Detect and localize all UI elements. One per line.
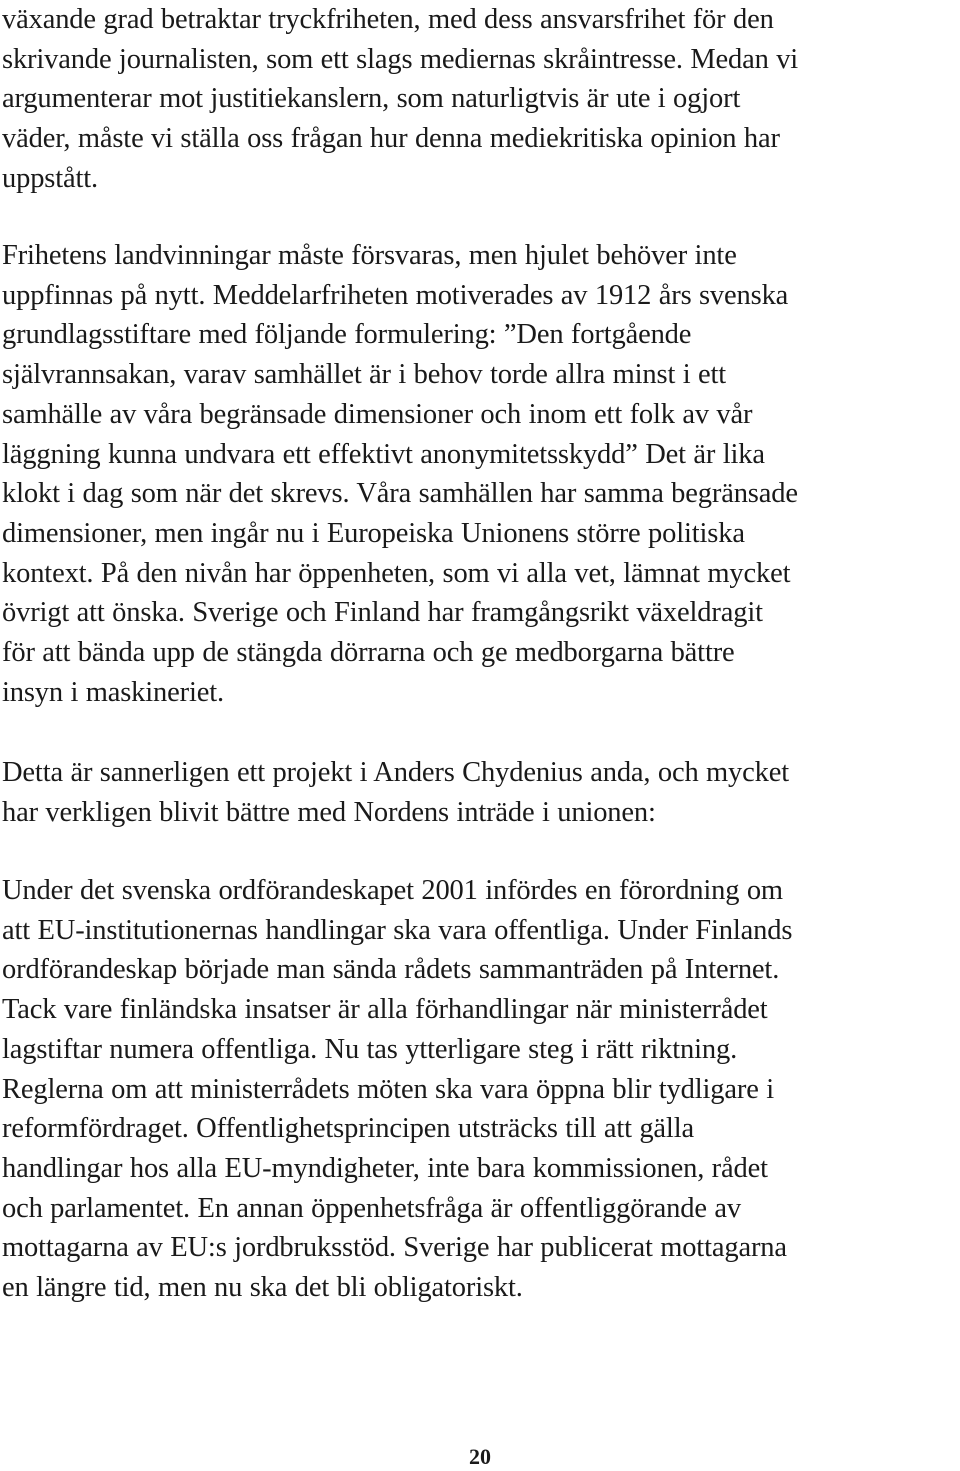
text-line: kontext. På den nivån har öppenheten, som vi alla vet, lämnat mycket [2, 557, 791, 589]
text-line: övrigt att önska. Sverige och Finland har framgångsrikt växeldragit [2, 597, 763, 629]
text-line: Detta är sannerligen ett projekt i Anders Chydenius anda, och mycket [2, 757, 790, 788]
text-line: Under det svenska ordförandeskapet 2001 infördes en förordning om [2, 875, 783, 906]
text-line: och parlamentet. En annan öppenhetsfråga är offentliggörande av [2, 1192, 741, 1224]
text-line: lagstiftar numera offentliga. Nu tas ytterligare steg i rätt riktning. [2, 1033, 738, 1065]
text-line: mottagarna av EU:s jordbruksstöd. Sverige har publicerat mottagarna [2, 1232, 787, 1264]
text-line: grundlagsstiftare med följande formulering: ”Den fortgående [2, 319, 692, 351]
paragraph-3 [2, 753, 958, 832]
text-line: läggning kunna undvara ett effektivt anonymitetsskydd” Det är lika [2, 438, 765, 470]
text-line: argumenterar mot justitiekanslern, som naturligtvis är ute i ogjort [2, 83, 741, 115]
paragraph-2 [2, 236, 958, 712]
text-line: reformfördraget. Offentlighetsprincipen utsträcks till att gälla [2, 1113, 694, 1145]
text-line: en längre tid, men nu ska det bli obligatoriskt. [2, 1272, 523, 1304]
text-line: för att bända upp de stängda dörrarna och ge medborgarna bättre [2, 637, 735, 669]
text-line: att EU-institutionernas handlingar ska vara offentliga. Under Finlands [2, 914, 793, 946]
text-line: klokt i dag som när det skrevs. Våra samhällen har samma begränsade [2, 478, 798, 510]
text-line: ordförandeskap började man sända rådets sammanträden på Internet. [2, 954, 780, 986]
paragraph-1 [2, 0, 958, 199]
text-line: väder, måste vi ställa oss frågan hur denna mediekritiska opinion har [2, 123, 780, 155]
text-line: uppfinnas på nytt. Meddelarfriheten motiverades av 1912 års svenska [2, 279, 789, 311]
page-number: 20 [469, 1444, 491, 1469]
text-line: samhälle av våra begränsade dimensioner och inom ett folk av vår [2, 398, 753, 430]
text-line: dimensioner, men ingår nu i Europeiska Unionens större politiska [2, 517, 745, 549]
text-line: Tack vare finländska insatser är alla förhandlingar när ministerrådet [2, 994, 768, 1026]
text-line: skrivande journalisten, som ett slags mediernas skråintresse. Medan vi [2, 43, 799, 75]
text-line: insyn i maskineriet. [2, 676, 225, 708]
text-line: Frihetens landvinningar måste försvaras, men hjulet behöver inte [2, 240, 737, 271]
text-line: handlingar hos alla EU-myndigheter, inte bara kommissionen, rådet [2, 1152, 768, 1184]
text-line: växande grad betraktar tryckfriheten, med dess ansvarsfrihet för den [2, 4, 774, 35]
text-line: självrannsakan, varav samhället är i behov torde allra minst i ett [2, 359, 726, 391]
text-line: uppstått. [2, 162, 99, 194]
paragraph-4 [2, 871, 958, 1308]
text-line: har verkligen blivit bättre med Nordens inträde i unionen: [2, 796, 656, 828]
text-line: Reglerna om att ministerrådets möten ska vara öppna blir tydligare i [2, 1073, 774, 1105]
